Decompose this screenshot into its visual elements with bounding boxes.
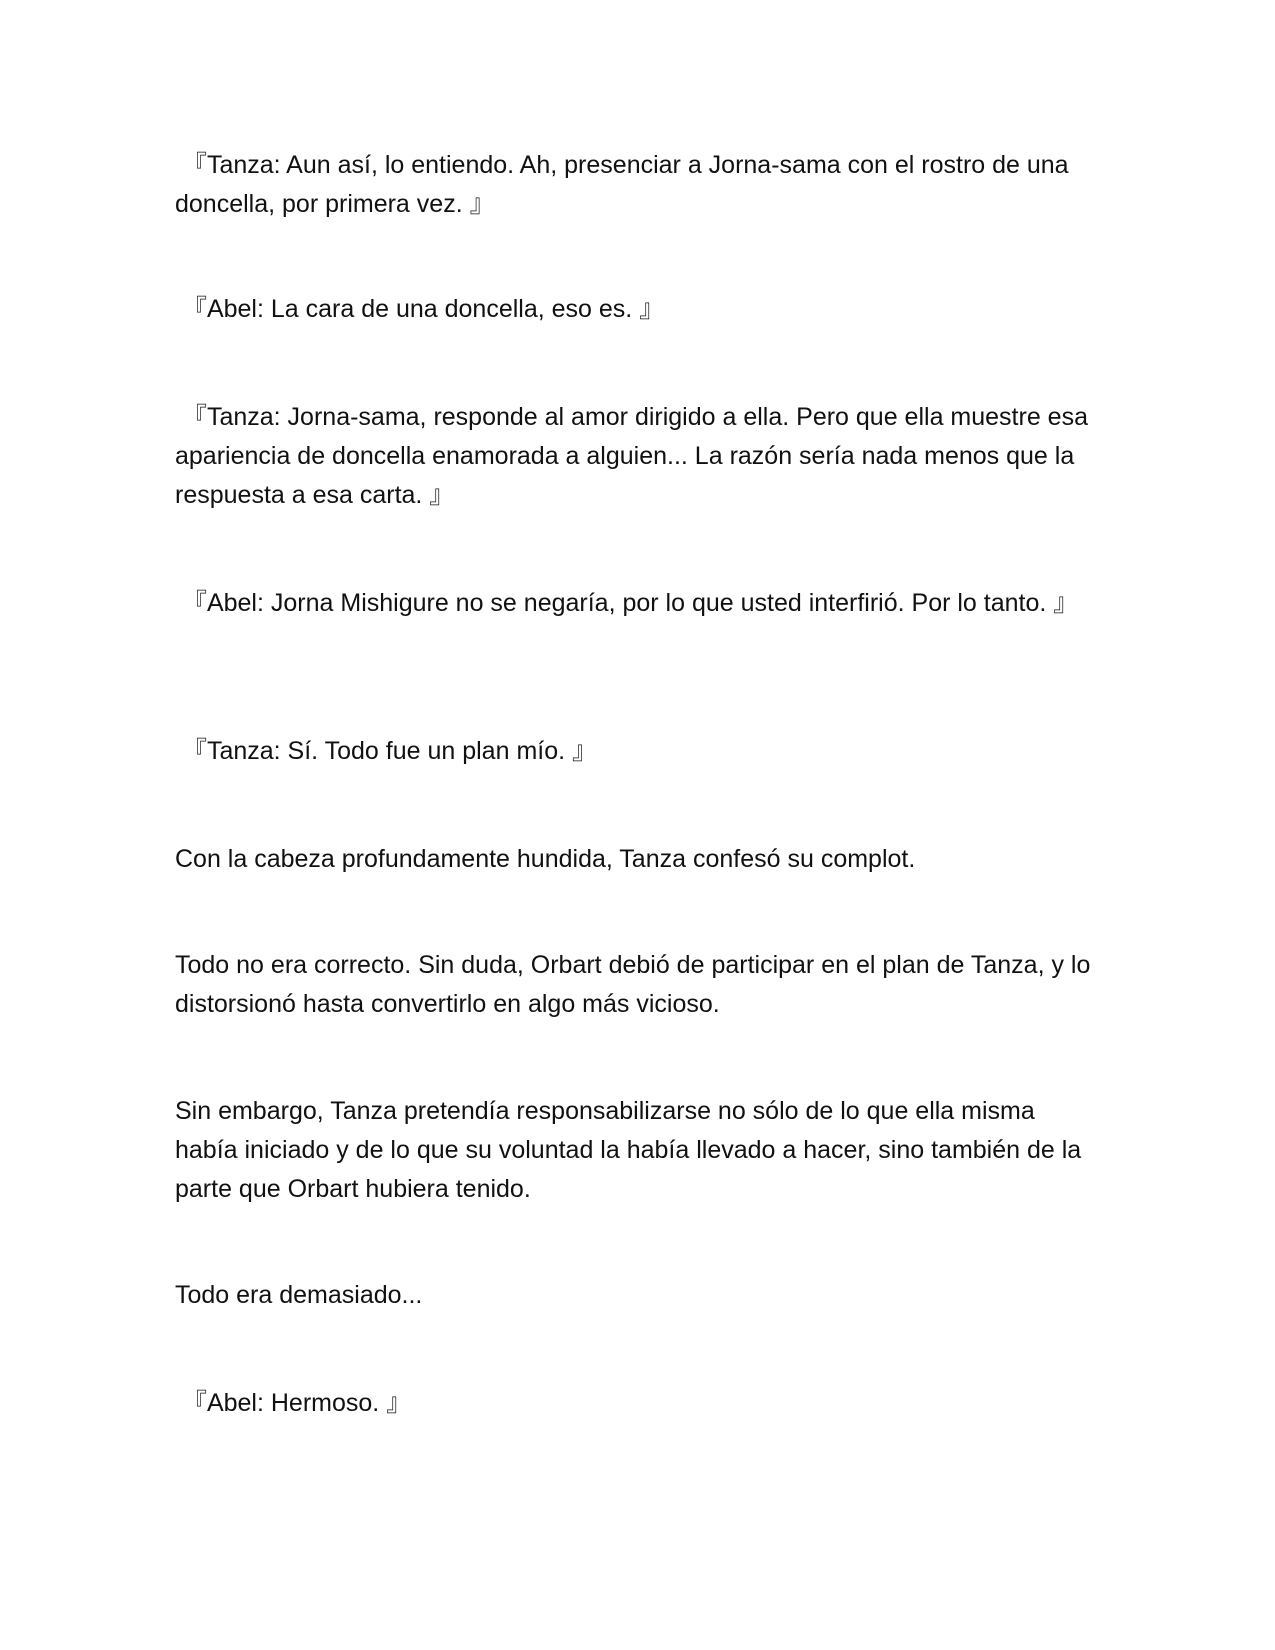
paragraph-abel-dialogue-1: 『Abel: La cara de una doncella, eso es. 』 <box>175 295 665 323</box>
paragraph-narration-2: Todo no era correcto. Sin duda, Orbart debió de participar en el plan de Tanza, y lo distorsionó hasta convertirlo en algo más vicioso. <box>175 951 1098 1018</box>
paragraph-narration-4: Todo era demasiado... <box>175 1281 423 1309</box>
paragraph-tanza-dialogue-3: 『Tanza: Sí. Todo fue un plan mío. 』 <box>175 737 598 765</box>
paragraph-abel-dialogue-2: 『Abel: Jorna Mishigure no se negaría, por lo que usted interfirió. Por lo tanto. 』 <box>175 589 1079 617</box>
paragraph-narration-1: Con la cabeza profundamente hundida, Tanza confesó su complot. <box>175 845 916 873</box>
paragraph-abel-dialogue-3: 『Abel: Hermoso. 』 <box>175 1389 412 1417</box>
paragraph-narration-3: Sin embargo, Tanza pretendía responsabilizarse no sólo de lo que ella misma había iniciado y de lo que su voluntad la había llevado a hacer, sino también de la parte que Orbart hubiera tenido. <box>175 1097 1089 1203</box>
paragraph-tanza-dialogue-1: 『Tanza: Aun así, lo entiendo. Ah, presenciar a Jorna-sama con el rostro de una doncella, por primera vez. 』 <box>175 151 1076 218</box>
paragraph-tanza-dialogue-2: 『Tanza: Jorna-sama, responde al amor dirigido a ella. Pero que ella muestre esa apariencia de doncella enamorada a alguien... La razón sería nada menos que la respuesta a esa carta. 』 <box>175 403 1095 509</box>
